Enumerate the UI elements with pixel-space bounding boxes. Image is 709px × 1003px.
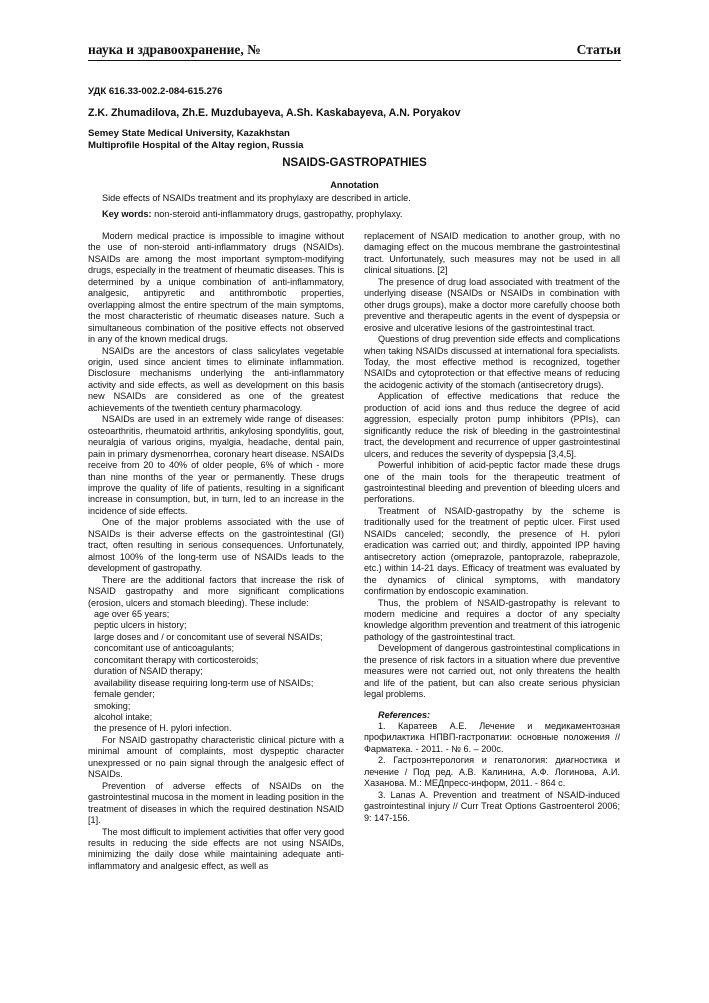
- annotation-text: Side effects of NSAIDs treatment and its prophylaxy are described in article.: [102, 193, 411, 203]
- right-column: [364, 231, 620, 824]
- paragraph: Thus, the problem of NSAID-gastropathy is relevant to modern medicine and requires a doctor of any specialty knowledge algorithm prevention and treatment of this iatrogenic pathology of the gastrointestinal tract.: [364, 597, 620, 642]
- paragraph: Questions of drug prevention side effects and complications when taking NSAIDs discussed at international fora specialists. Today, the most effective method is recognized, together NSAIDs and cytoprotection or that effective means of reducing the acidogenic activity of the stomach (antisecretory drugs).: [364, 334, 620, 390]
- paragraph: NSAIDs are used in an extremely wide range of diseases: osteoarthritis, rheumatoid arthritis, ankylosing spondylitis, gout, neuralgia of various origins, myalgia, headache, dental pain, pain in primary dysmenorrhea, coronary heart disease. NSAIDs receive from 20 to 40% of older people, 6% of which - more than nine months of the year or permanently. These drugs improve the quality of life of patients, resulting in a significant increase in consumption, but, in turn, led to an increase in the incidence of side effects.: [88, 414, 344, 516]
- reference-item: 2. Гастроэнтерология и гепатология: диагностика и лечение / Под ред. А.В. Калинина, А.Ф. Логинова, А.И. Хазанова. М.: МЕДпресс-информ, 2011. - 864 с.: [364, 755, 620, 789]
- list-item: female gender;: [94, 689, 155, 700]
- list-item: availability disease requiring long-term use of NSAIDs;: [94, 677, 314, 688]
- affiliation-1: Semey State Medical University, Kazakhstan: [88, 128, 290, 139]
- paragraph: replacement of NSAID medication to another group, with no damaging effect on the mucous membrane the gastrointestinal tract. Unfortunately, such measures may not be used in all clinical situations. [2]: [364, 231, 620, 276]
- paragraph: Powerful inhibition of acid-peptic factor made these drugs one of the main tools for the therapeutic treatment of gastrointestinal bleeding and prevention of bleeding ulcers and perforations.: [364, 460, 620, 505]
- paragraph: There are the additional factors that increase the risk of NSAID gastropathy and more significant complications (erosion, ulcers and stomach bleeding). These include:: [88, 574, 344, 608]
- paragraph: Development of dangerous gastrointestinal complications in the presence of risk factors in a situation where due preventive measures were not carried out, not only threatens the health and life of the patient, but can also create serious physician legal problems.: [364, 643, 620, 700]
- list-item: concomitant use of anticoagulants;: [94, 643, 235, 654]
- list-item: age over 65 years;: [94, 608, 170, 619]
- risk-factor-list: [88, 609, 344, 735]
- article-title: NSAIDS-GASTROPATHIES: [282, 157, 427, 169]
- annotation-heading: Annotation: [330, 180, 379, 190]
- paragraph: The presence of drug load associated with treatment of the underlying disease (NSAIDs or NSAIDs in combination with other drugs groups), make a doctor more carefully choose both preventive and therapeutic agents in the event of dyspepsia or erosive and ulcerative lesions of the gastrointestinal tract.: [364, 276, 620, 333]
- journal-name: наука и здравоохранение, №: [88, 42, 261, 57]
- paragraph: One of the major problems associated with the use of NSAIDs is their adverse effects on the gastrointestinal (GI) tract, often resulting in serious consequences. Unfortunately, almost 100% of the long-term use of NSAIDs leads to the development of gastropathy.: [88, 517, 344, 574]
- keywords: [102, 209, 402, 219]
- paragraph: The most difficult to implement activities that offer very good results in reducing the side effects are not using NSAIDs, minimizing the daily dose while maintaining adequate anti-inflammatory and analgesic effect, as well as: [88, 826, 344, 871]
- paragraph: Treatment of NSAID-gastropathy by the scheme is traditionally used for the treatment of peptic ulcer. First used NSAIDs canceled; secondly, the presence of H. pylori eradication was carried out; and thirdly, appointed IPP having antisecretory action (omeprazole, pantoprazole, rabeprazole, etc.) within 14-21 days. Efficacy of treatment was evaluated by the dynamics of clinical symptoms, with mandatory confirmation by endoscopic examination.: [364, 505, 620, 597]
- reference-item: 3. Lanas A. Prevention and treatment of NSAID-induced gastrointestinal injury // Curr Treat Options Gastroenterol 2006; 9: 147-156.: [364, 789, 620, 823]
- udk-code: УДК 616.33-002.2-084-615.276: [88, 86, 223, 97]
- keywords-text: non-steroid anti-inflammatory drugs, gastropathy, prophylaxy.: [151, 209, 403, 219]
- left-column: [88, 231, 344, 872]
- affiliation-2: Multiprofile Hospital of the Altay region, Russia: [88, 140, 304, 151]
- list-item: peptic ulcers in history;: [94, 620, 187, 631]
- list-item: smoking;: [94, 700, 131, 711]
- paragraph: Modern medical practice is impossible to imagine without the use of non-steroid anti-inflammatory drugs (NSAIDs). NSAIDs are among the most important symptom-modifying drugs, especially in the treatment of rheumatic diseases. This is determined by a unique combination of anti-inflammatory, analgesic, antipyretic and antithrombotic properties, overlapping almost the entire spectrum of the main symptoms, the most characteristic of rheumatic diseases nature. Such a simultaneous combination of the positive effects not observed in any of the known medical drugs.: [88, 231, 344, 345]
- paragraph: NSAIDs are the ancestors of class salicylates vegetable origin, used since ancient times to eliminate inflammation. Disclosure mechanisms underlying the anti-inflammatory activity and side effects, as well as development on this basis new NSAIDs are considered as one of the greatest achievements of the twentieth century pharmacology.: [88, 345, 344, 413]
- list-item: concomitant therapy with corticosteroids;: [94, 654, 259, 665]
- section-name: Статьи: [576, 42, 621, 57]
- paragraph: For NSAID gastropathy characteristic clinical picture with a minimal amount of complaints, most dyspeptic character unexpressed or no pain signal through the analgesic effect of NSAIDs.: [88, 734, 344, 780]
- list-item: the presence of H. pylori infection.: [94, 723, 232, 734]
- references-heading: References:: [378, 709, 431, 720]
- list-item: duration of NSAID therapy;: [94, 666, 203, 677]
- reference-item: 1. Каратеев А.Е. Лечение и медикаментозная профилактика НПВП-гастропатии: основные положения // Фарматека. - 2011. - № 6. – 200с.: [364, 721, 620, 754]
- list-item: alcohol intake;: [94, 712, 153, 723]
- authors: Z.K. Zhumadilova, Zh.E. Muzdubayeva, A.Sh. Kaskabayeva, A.N. Poryakov: [88, 107, 461, 119]
- affiliations: [88, 128, 304, 152]
- keywords-label: Key words:: [102, 209, 152, 219]
- list-item: large doses and / or concomitant use of several NSAIDs;: [94, 631, 323, 642]
- paragraph: Prevention of adverse effects of NSAIDs on the gastrointestinal mucosa in the moment in leading position in the treatment of diseases in which the required destination NSAID [1].: [88, 780, 344, 826]
- running-header: [88, 42, 621, 61]
- paragraph: Application of effective medications that reduce the production of acid ions and thus reduce the degree of acid aggression, especially proton pump inhibitors (PPIs), can significantly reduce the risk of bleeding in the gastrointestinal tract, the development and recurrence of upper gastrointestinal ulcers, and reduces the severity of dyspepsia [3,4,5].: [364, 391, 620, 459]
